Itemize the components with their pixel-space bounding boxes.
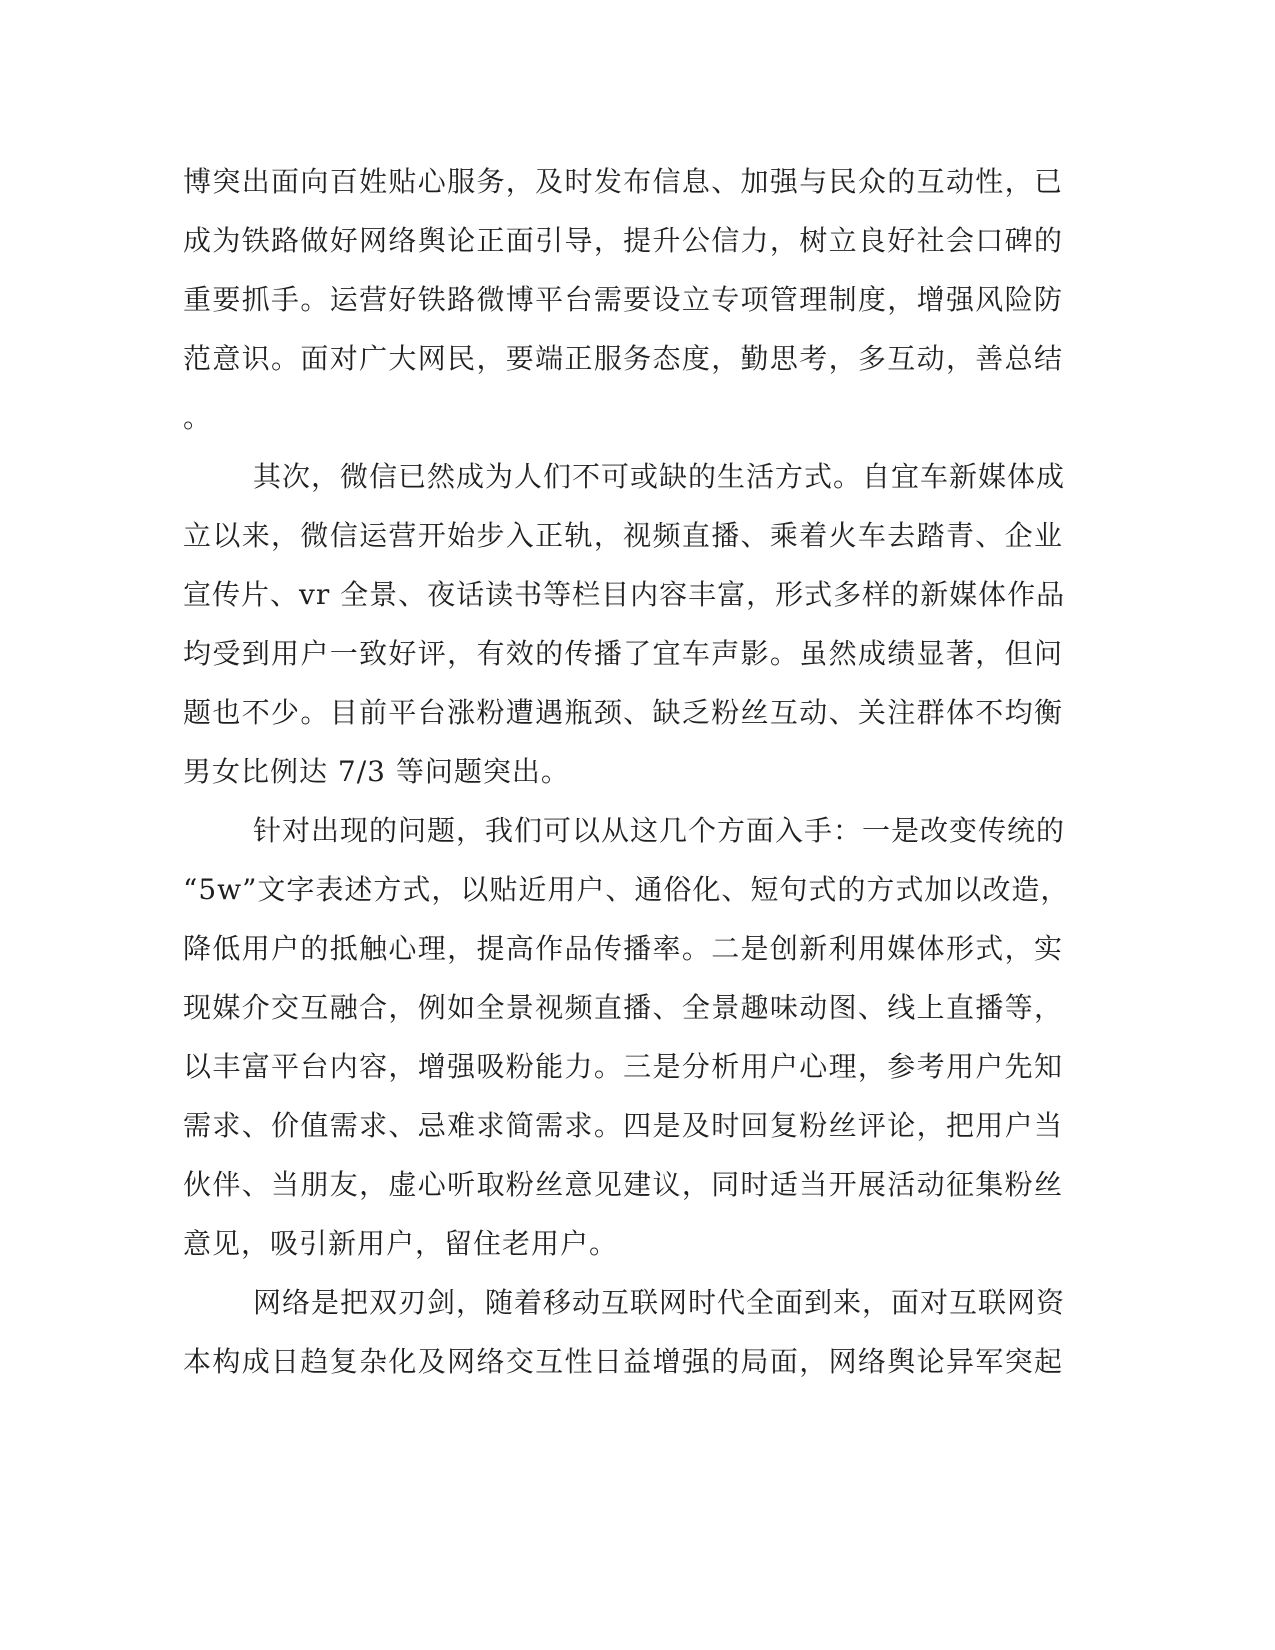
text-line: 博突出面向百姓贴心服务，及时发布信息、加强与民众的互动性，已 [183,165,1063,198]
text-line: 以丰富平台内容，增强吸粉能力。三是分析用户心理，参考用户先知 [183,1050,1063,1083]
text-line: 重要抓手。运营好铁路微博平台需要设立专项管理制度，增强风险防 [183,283,1063,316]
text-line: 男女比例达 7/3 等问题突出。 [183,755,570,788]
paragraph-first-line: 网络是把双刃剑，随着移动互联网时代全面到来，面对互联网资 [253,1286,1066,1319]
text-line: “5w”文字表述方式，以贴近用户、通俗化、短句式的方式加以改造， [183,873,1070,906]
text-line: 题也不少。目前平台涨粉遭遇瓶颈、缺乏粉丝互动、关注群体不均衡 [183,696,1063,729]
text-line: 现媒介交互融合，例如全景视频直播、全景趣味动图、线上直播等， [183,991,1063,1024]
paragraph-first-line: 针对出现的问题，我们可以从这几个方面入手：一是改变传统的 [253,814,1066,847]
text-line: 本构成日趋复杂化及网络交互性日益增强的局面，网络舆论异军突起 [183,1345,1063,1378]
text-line: 伙伴、当朋友，虚心听取粉丝意见建议，同时适当开展活动征集粉丝 [183,1168,1063,1201]
text-line: 均受到用户一致好评，有效的传播了宜车声影。虽然成绩显著，但问 [183,637,1063,670]
text-line: 成为铁路做好网络舆论正面引导，提升公信力，树立良好社会口碑的 [183,224,1063,257]
text-line: 意见，吸引新用户，留住老用户。 [183,1227,619,1260]
paragraph-first-line: 其次，微信已然成为人们不可或缺的生活方式。自宜车新媒体成 [253,460,1066,493]
text-line: 。 [183,401,213,434]
text-line: 需求、价值需求、忌难求简需求。四是及时回复粉丝评论，把用户当 [183,1109,1063,1142]
text-line: 范意识。面对广大网民，要端正服务态度，勤思考，多互动，善总结 [183,342,1063,375]
text-line: 宣传片、vr 全景、夜话读书等栏目内容丰富，形式多样的新媒体作品 [183,578,1066,611]
text-line: 立以来，微信运营开始步入正轨，视频直播、乘着火车去踏青、企业 [183,519,1063,552]
text-line: 降低用户的抵触心理，提高作品传播率。二是创新利用媒体形式，实 [183,932,1063,965]
